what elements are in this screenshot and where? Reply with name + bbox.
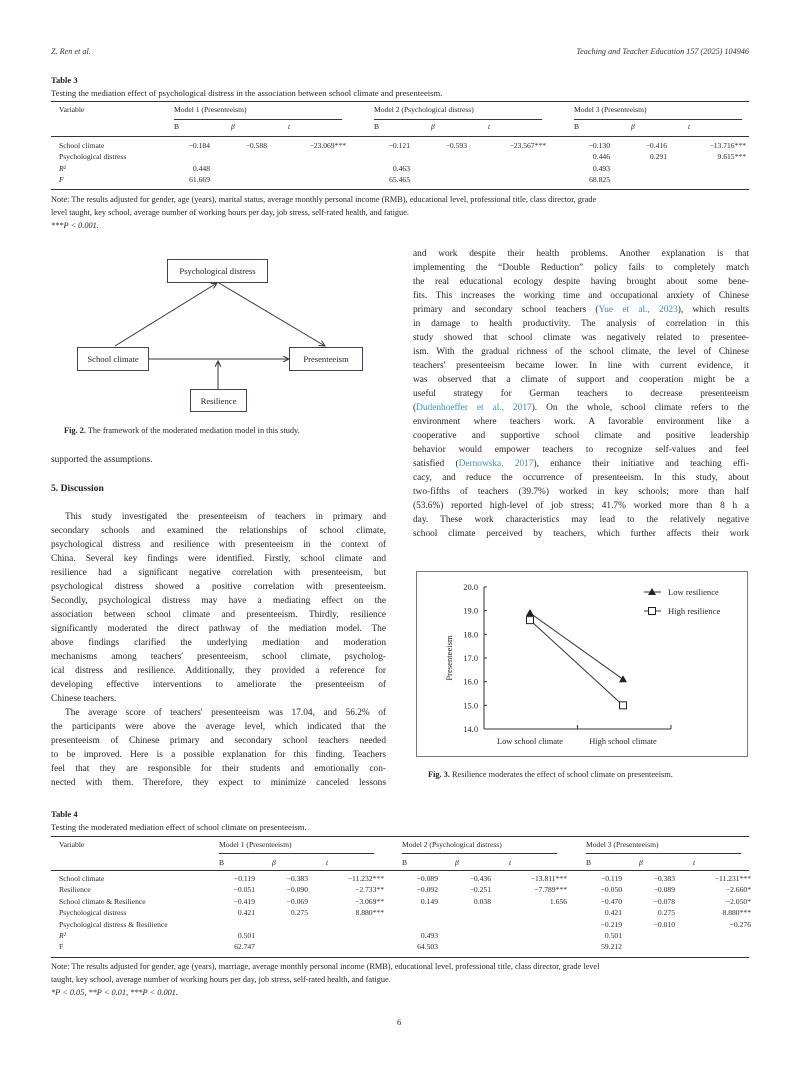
- figure-label: Fig. 2.: [64, 426, 86, 435]
- text-run: and work despite their health problems. Another explanation is that: [413, 249, 749, 259]
- text-run: primary and secondary school teachers (: [413, 305, 599, 315]
- table-cell: 61.669: [189, 175, 210, 185]
- text-run: behavior would empower teachers to recognize self-values and feel: [413, 445, 749, 455]
- figure-caption: [428, 770, 673, 779]
- table-cell: −3.069**: [355, 896, 384, 906]
- table-note: level taught, key school, average number of working hours per day, job stress, self-rated health, and fatigue.: [51, 208, 409, 217]
- table-cell: −0.089: [416, 874, 438, 883]
- x-tick-label: Low school climate: [496, 737, 564, 746]
- table-cell: −0.419: [233, 896, 255, 906]
- table-cell: 0.463: [392, 163, 410, 173]
- column-header-variable: Variable: [59, 105, 85, 114]
- table-label: Table 4: [51, 809, 78, 819]
- y-tick-label: 14.0: [463, 725, 478, 734]
- table-cell: −0.121: [388, 141, 410, 150]
- table-cell: −0.069: [286, 896, 308, 906]
- text-run: cooperative and supportive school climate and positive leadership: [413, 431, 749, 441]
- row-label: R²: [59, 163, 66, 173]
- table-cell: 0.291: [649, 152, 667, 162]
- table-cell: 0.275: [290, 908, 308, 918]
- table-note: Note: The results adjusted for gender, age (years), marital status, average monthly personal income (RMB), educational level, professional title, class director, grade: [51, 195, 597, 204]
- table-cell: 0.421: [237, 908, 255, 918]
- table-cell: −0.588: [245, 141, 267, 150]
- text-run: was observed that a climate of support and cooperation might be a: [413, 375, 749, 385]
- subheader-t: t: [688, 122, 691, 131]
- text-run: cacy, and reduce the occurrence of presenteeism. In this study, about: [413, 473, 749, 483]
- figure-label: Fig. 3.: [428, 770, 450, 779]
- text-line: to be improved. Here is a possible explanation for this finding. Teachers: [51, 750, 386, 760]
- triangle-marker: [526, 609, 534, 616]
- citation-link[interactable]: Yue et al., 2023: [598, 305, 678, 315]
- row-label: F: [59, 942, 64, 952]
- text-line: feel that they are responsible for their students and emotionally con-: [51, 764, 386, 774]
- text-line: developing effective interventions to ameliorate the presenteeism of: [51, 680, 386, 690]
- node-school-climate: School climate: [77, 347, 149, 371]
- figure-caption-text: Resilience moderates the effect of school climate on presenteeism.: [451, 770, 673, 779]
- text-line: The average score of teachers' presenteeism was 17.04, and 56.2% of: [65, 708, 386, 718]
- text-line: psychological distress showed a positive correlation with presenteeism.: [51, 582, 386, 592]
- node-presenteeism: Presenteeism: [289, 347, 363, 371]
- column-header-variable: Variable: [59, 840, 85, 849]
- row-label: F: [59, 175, 64, 185]
- text-line: [413, 303, 749, 317]
- text-line: [413, 317, 749, 331]
- text-run: ), which results: [677, 305, 749, 315]
- text-line: [413, 359, 749, 373]
- table-cell: −7.789***: [534, 885, 567, 895]
- table-cell: −0.092: [416, 885, 438, 895]
- table-cell: −0.090: [286, 885, 308, 895]
- table-cell: −0.276: [729, 919, 751, 929]
- subheader-t: t: [326, 858, 329, 867]
- table-cell: −0.251: [469, 885, 491, 895]
- model-header: Model 1 (Presenteeism): [219, 840, 292, 849]
- text-run: day. These work characteristics may lead to the relatively negative: [413, 515, 749, 525]
- y-tick-label: 20.0: [463, 583, 478, 592]
- model-header: Model 2 (Psychological distress): [374, 105, 474, 114]
- table-cell: −0.383: [653, 874, 675, 883]
- subheader-beta: β: [455, 858, 459, 867]
- table-cell: 9.615***: [717, 152, 746, 162]
- subheader-t: t: [488, 122, 491, 131]
- legend-label: High resilience: [668, 606, 721, 616]
- row-label: School climate & Resilience: [59, 896, 146, 906]
- series-line: [530, 613, 623, 679]
- subheader-beta: β: [272, 858, 276, 867]
- text-run: (: [413, 403, 417, 413]
- left-column: [51, 453, 386, 467]
- text-line: the participants were above the average level, which indicated that the: [51, 722, 386, 732]
- y-tick-label: 16.0: [463, 677, 478, 687]
- y-axis-label: Presenteeism: [444, 635, 454, 681]
- text-run: ism. With the gradual richness of the school climate, the level of Chinese: [413, 347, 749, 357]
- table-note: Note: The results adjusted for gender, age (years), marriage, average monthly personal income (RMB), educational level, professional title, class director, grade level: [51, 962, 600, 971]
- text-line: significantly moderated the direct pathway of the mediation model. The: [51, 624, 386, 634]
- text-line: ical distress and resilience. Additionally, they provided a reference for: [51, 666, 386, 676]
- text-line: [413, 415, 749, 429]
- text-line: [413, 429, 749, 443]
- citation-link[interactable]: Dudenhoeffer et al., 2017: [416, 403, 532, 413]
- table-cell: −0.383: [286, 874, 308, 883]
- text-line: [413, 247, 749, 261]
- text-line: presenteeism of Chinese primary and secondary school teachers needed: [51, 736, 386, 746]
- table-cell: −0.089: [653, 885, 675, 895]
- subheader-b: B: [586, 858, 592, 867]
- model-header: Model 2 (Psychological distress): [402, 840, 502, 849]
- figure-caption: [64, 426, 300, 435]
- y-tick-label: 15.0: [463, 701, 478, 711]
- subheader-b: B: [219, 858, 225, 867]
- text-line: above findings clarified the underlying mediation and moderation: [51, 638, 386, 648]
- text-line: [413, 485, 749, 499]
- discussion-paragraph-1: [51, 510, 386, 706]
- text-line: Chinese teachers.: [51, 694, 117, 704]
- subheader-beta: β: [431, 122, 435, 131]
- subheader-t: t: [693, 858, 696, 867]
- x-tick-label: High school climate: [589, 737, 657, 746]
- legend-label: Low resilience: [668, 587, 719, 597]
- text-line: [413, 443, 749, 457]
- figure-caption-text: The framework of the moderated mediation model in this study.: [87, 426, 300, 435]
- table-cell: −0.010: [653, 919, 675, 929]
- text-line: resilience had a significant negative correlation with presenteeism, but: [51, 568, 386, 578]
- subheader-b: B: [174, 122, 180, 131]
- table-cell: −0.436: [469, 874, 491, 883]
- text-run: ), enhance their initiative and teaching effi-: [533, 459, 749, 469]
- row-label: Resilience: [59, 885, 91, 895]
- text-line: [413, 373, 749, 387]
- text-run: study showed that school climate was negatively related to presentee-: [413, 333, 749, 343]
- series-line: [530, 620, 623, 705]
- node-psychological-distress: Psychological distress: [167, 259, 268, 283]
- running-header-authors: Z. Ren et al.: [51, 47, 91, 56]
- table-cell: −23.069***: [309, 141, 346, 150]
- square-marker: [620, 702, 627, 709]
- text-run: implementing the “Double Reduction” policy fails to completely match: [413, 263, 749, 273]
- table-cell: −0.050: [600, 885, 622, 895]
- text-line: [413, 387, 749, 401]
- y-tick-label: 19.0: [463, 606, 478, 616]
- right-column-paragraph: [413, 247, 749, 541]
- table-cell: 59.212: [601, 942, 622, 952]
- text-line: China. Several key findings were identified. Firstly, school climate and: [51, 554, 386, 564]
- text-line: [413, 527, 749, 541]
- text-line: [413, 289, 749, 303]
- text-line: association between school climate and presenteeism. Thirdly, resilience: [51, 610, 386, 620]
- table-caption: Testing the moderated mediation effect of school climate on presenteeism.: [51, 822, 307, 832]
- text-run: fits. This increases the working time and occupational anxiety of Chinese: [413, 291, 749, 301]
- table-cell: −0.184: [188, 141, 210, 150]
- subheader-b: B: [574, 122, 580, 131]
- text-run: ). On the whole, school climate refers to the: [531, 403, 749, 413]
- table-cell: 0.493: [592, 163, 610, 173]
- subheader-beta: β: [631, 122, 635, 131]
- row-label: School climate: [59, 874, 105, 883]
- text-run: environment where teachers work. A favorable environment like a: [413, 417, 749, 427]
- square-marker: [527, 617, 534, 624]
- model-header: Model 3 (Presenteeism): [574, 105, 647, 114]
- subheader-b: B: [374, 122, 380, 131]
- subheader-beta: β: [639, 858, 643, 867]
- y-tick-label: 17.0: [463, 654, 478, 663]
- text-line: [413, 401, 749, 415]
- text-run: in damage to health productivity. The analysis of correlation in this: [413, 319, 749, 329]
- text-run: useful strategy for German teachers to decrease presenteeism: [413, 389, 749, 399]
- table-cell: −11.231***: [714, 874, 751, 883]
- table-cell: 0.493: [420, 931, 438, 940]
- table-cell: −0.219: [600, 919, 622, 929]
- triangle-marker: [619, 675, 627, 682]
- table-cell: −0.051: [233, 885, 255, 895]
- table-cell: −2.660*: [725, 885, 751, 895]
- table-cell: −0.078: [653, 896, 675, 906]
- text-line: [413, 275, 749, 289]
- table-cell: −0.119: [600, 874, 622, 883]
- table-cell: 0.446: [592, 152, 610, 162]
- row-label: Psychological distress & Resilience: [59, 919, 168, 929]
- significance-note: *P < 0.05, **P < 0.01, ***P < 0.001.: [51, 988, 178, 997]
- subheader-t: t: [509, 858, 512, 867]
- interaction-line-chart: [416, 571, 748, 757]
- node-resilience: Resilience: [190, 389, 247, 412]
- table-label: Table 3: [51, 75, 78, 85]
- subheader-beta: β: [231, 122, 235, 131]
- table-cell: 0.448: [192, 163, 210, 173]
- table-cell: −23.567***: [509, 141, 546, 150]
- table-cell: 8.880***: [355, 908, 384, 918]
- text-run: satisfied (: [413, 459, 459, 469]
- table-cell: −0.119: [233, 874, 255, 883]
- model-header: Model 3 (Presenteeism): [586, 840, 659, 849]
- text-line: [413, 261, 749, 275]
- table-cell: −0.416: [645, 141, 667, 150]
- table-cell: −0.593: [445, 141, 467, 150]
- section-heading-discussion: 5. Discussion: [51, 483, 104, 494]
- text-line: This study investigated the presenteeism of teachers in primary and: [65, 512, 386, 522]
- table-cell: −0.130: [588, 141, 610, 150]
- table-cell: 64.503: [417, 942, 438, 952]
- subheader-b: B: [402, 858, 408, 867]
- table-cell: 62.747: [234, 942, 255, 952]
- row-label: Psychological distress: [59, 152, 127, 162]
- citation-link[interactable]: Dernowska, 2017: [458, 459, 534, 469]
- table-cell: 65.465: [389, 175, 410, 185]
- text-line: [413, 471, 749, 485]
- table-cell: 0.038: [473, 896, 491, 906]
- text-line: mechanisms among teachers' presenteeism, school climate, psycholog-: [51, 652, 386, 662]
- significance-note: ***P < 0.001.: [51, 221, 99, 230]
- table-cell: 0.275: [657, 908, 675, 918]
- table-cell: 0.421: [604, 908, 622, 918]
- subheader-t: t: [288, 122, 291, 131]
- text-run: (53.6%) reported high-level of job stress; 41.7% worked more than 8 h a: [413, 501, 749, 511]
- y-tick-label: 18.0: [463, 630, 478, 640]
- table-cell: 68.825: [589, 175, 610, 185]
- table-caption: Testing the mediation effect of psychological distress in the association between school climate and presenteeism.: [51, 88, 443, 98]
- text-line: [413, 331, 749, 345]
- table-cell: −13.716***: [709, 141, 746, 150]
- table-cell: −11.232***: [347, 874, 384, 883]
- model-header: Model 1 (Presenteeism): [174, 105, 247, 114]
- table-note: taught, key school, average number of working hours per day, job stress, self-rated health, and fatigue.: [51, 975, 391, 984]
- table-cell: −2.733**: [355, 885, 384, 895]
- discussion-paragraph-2: [51, 706, 386, 790]
- text-run: school climate perceived by teachers, which further affects their work: [413, 529, 749, 539]
- row-label: R²: [59, 931, 66, 940]
- table-cell: 0.501: [237, 931, 255, 940]
- text-line: [413, 513, 749, 527]
- table-cell: 0.501: [604, 931, 622, 940]
- text-line: [413, 499, 749, 513]
- text-run: two-fifths of teachers (39.7%) worked in key schools; more than half: [413, 487, 749, 497]
- table-cell: 0.149: [420, 896, 438, 906]
- row-label: School climate: [59, 141, 105, 150]
- table-cell: 8.880***: [722, 908, 751, 918]
- text-line: psychological distress and resilience with presenteeism in the context of: [51, 540, 386, 550]
- text-line: secondary schools and examined the relationships of school climate,: [51, 526, 386, 536]
- text-run: teachers' presenteeism became lower. In line with current evidence, it: [413, 361, 749, 371]
- table-cell: −13.811***: [530, 874, 567, 883]
- table-cell: 1.656: [549, 896, 567, 906]
- text-line: Secondly, psychological distress may have a mediating effect on the: [51, 596, 386, 606]
- row-label: Psychological distress: [59, 908, 127, 918]
- page-number: 6: [397, 1017, 402, 1027]
- text-line: nected with them. Therefore, they expect to minimize canceled lessons: [51, 778, 386, 788]
- text-line: [413, 345, 749, 359]
- text-line: [413, 457, 749, 471]
- paragraph-continuation: supported the assumptions.: [51, 455, 153, 465]
- legend-square-icon: [649, 608, 656, 615]
- text-run: the real educational ecology despite having brought about some bene-: [413, 277, 749, 287]
- table-cell: −0.470: [600, 896, 622, 906]
- running-header-journal: Teaching and Teacher Education 157 (2025) 104946: [576, 47, 749, 56]
- table-cell: −2.050*: [725, 896, 751, 906]
